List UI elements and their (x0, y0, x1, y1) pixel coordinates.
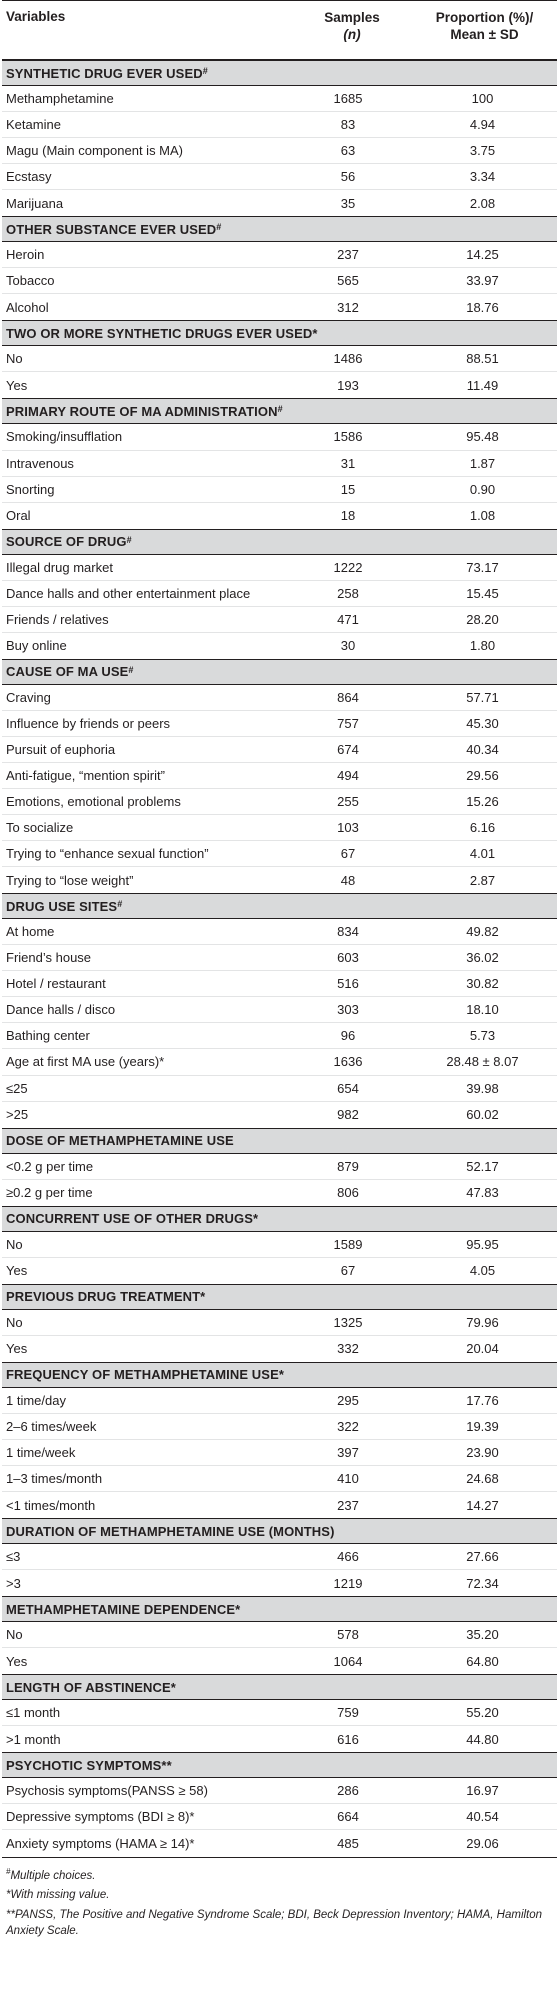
footnote-text: *With missing value. (6, 1889, 110, 1902)
header-samples-line1: Samples (324, 10, 380, 25)
row-proportion: 11.49 (466, 377, 499, 393)
table-row (2, 1258, 557, 1284)
row-samples: 1219 (333, 1575, 363, 1591)
row-proportion: 20.04 (466, 1341, 499, 1357)
section-rows (2, 685, 557, 893)
row-label: At home (6, 924, 55, 940)
table-row (2, 1102, 557, 1128)
row-label: Methamphetamine (6, 91, 114, 107)
row-label: No (6, 351, 23, 367)
row-label: Snorting (6, 481, 55, 497)
row-samples: 1685 (333, 91, 363, 107)
row-samples: 31 (340, 455, 356, 471)
row-label: Buy online (6, 638, 67, 654)
table-row (2, 372, 557, 398)
row-label: Friend’s house (6, 950, 92, 966)
row-label: Intravenous (6, 455, 74, 471)
row-label: ≤1 month (6, 1705, 61, 1721)
section-title: TWO OR MORE SYNTHETIC DRUGS EVER USED* (6, 325, 318, 341)
section-rows (2, 1622, 557, 1674)
table-row (2, 1544, 557, 1570)
table-row (2, 789, 557, 815)
row-proportion: 95.95 (466, 1236, 499, 1252)
table-row (2, 1023, 557, 1049)
row-label: Pursuit of euphoria (6, 741, 116, 757)
row-proportion: 45.30 (466, 715, 499, 731)
row-samples: 312 (337, 299, 359, 315)
row-proportion: 0.90 (469, 481, 496, 497)
row-samples: 1589 (333, 1236, 363, 1252)
table-row (2, 1830, 557, 1856)
row-label: Heroin (6, 247, 45, 263)
table-row (2, 1778, 557, 1804)
table-footnotes (0, 1858, 559, 1939)
section-title: PREVIOUS DRUG TREATMENT* (6, 1289, 206, 1305)
row-label: No (6, 1627, 23, 1643)
section-rows (2, 242, 557, 320)
row-proportion: 4.05 (469, 1263, 496, 1279)
section-header (2, 893, 557, 919)
row-samples: 67 (340, 1263, 356, 1279)
row-proportion: 15.26 (466, 794, 499, 810)
row-samples: 879 (337, 1158, 359, 1174)
row-proportion: 23.90 (466, 1444, 499, 1460)
row-samples: 616 (337, 1731, 359, 1747)
table-row (2, 1570, 557, 1596)
row-samples: 103 (337, 820, 359, 836)
footnote-text: Multiple choices. (10, 1869, 96, 1882)
section-footnote-mark: # (216, 222, 222, 233)
section-title: DRUG USE SITES (6, 898, 118, 914)
section-footnote-mark: # (277, 404, 283, 415)
row-samples: 516 (337, 976, 359, 992)
row-samples: 1586 (333, 429, 363, 445)
row-label: 1 time/day (6, 1392, 66, 1408)
row-proportion: 28.48 ± 8.07 (446, 1054, 519, 1070)
table-row (2, 1440, 557, 1466)
row-proportion: 29.06 (466, 1836, 499, 1851)
section-rows (2, 86, 557, 216)
table-row (2, 112, 557, 138)
row-samples: 303 (337, 1002, 359, 1018)
row-proportion: 4.94 (469, 117, 496, 133)
row-proportion: 57.71 (466, 689, 499, 705)
section-rows (2, 1388, 557, 1518)
row-proportion: 40.34 (466, 741, 499, 757)
row-proportion: 24.68 (466, 1471, 499, 1487)
section-title: PSYCHOTIC SYMPTOMS** (6, 1757, 172, 1773)
row-label: Dance halls / disco (6, 1002, 116, 1018)
row-label: Trying to “lose weight” (6, 872, 134, 888)
row-label: <1 times/month (6, 1497, 96, 1513)
section-footnote-mark: # (202, 66, 208, 76)
section-title: SOURCE OF DRUG (6, 534, 127, 550)
row-samples: 67 (340, 846, 356, 862)
table-row (2, 242, 557, 268)
footnote (6, 1883, 553, 1903)
row-samples: 664 (337, 1809, 359, 1825)
row-proportion: 1.80 (469, 638, 496, 654)
section-rows (2, 424, 557, 528)
row-samples: 471 (337, 611, 359, 627)
row-label: Psychosis symptoms(PANSS ≥ 58) (6, 1783, 208, 1799)
section-header (2, 1752, 557, 1778)
table-row (2, 1622, 557, 1648)
row-label: Friends / relatives (6, 611, 109, 627)
row-proportion: 18.76 (466, 299, 499, 315)
row-label: >1 month (6, 1731, 61, 1747)
table-row (2, 294, 557, 320)
section-header (2, 1518, 557, 1544)
section-title: DURATION OF METHAMPHETAMINE USE (MONTHS) (6, 1523, 335, 1539)
row-label: Anxiety symptoms (HAMA ≥ 14)* (6, 1836, 195, 1851)
section-title: FREQUENCY OF METHAMPHETAMINE USE* (6, 1367, 285, 1383)
row-label: Yes (6, 1263, 28, 1279)
row-samples: 864 (337, 689, 359, 705)
section-title: OTHER SUBSTANCE EVER USED (6, 221, 217, 237)
row-label: Smoking/insufflation (6, 429, 123, 445)
row-proportion: 16.97 (466, 1783, 499, 1799)
row-proportion: 3.34 (469, 169, 496, 185)
row-label: ≥0.2 g per time (6, 1185, 93, 1201)
table-row (2, 1310, 557, 1336)
row-proportion: 19.39 (466, 1418, 499, 1434)
table-row (2, 190, 557, 216)
section-title: LENGTH OF ABSTINENCE* (6, 1679, 176, 1695)
row-proportion: 79.96 (466, 1314, 499, 1330)
section-header (2, 1128, 557, 1154)
row-proportion: 17.76 (466, 1392, 499, 1408)
row-samples: 83 (340, 117, 356, 133)
section-header (2, 1362, 557, 1388)
row-samples: 30 (340, 638, 356, 654)
row-label: Magu (Main component is MA) (6, 143, 184, 159)
row-label: Craving (6, 689, 51, 705)
row-proportion: 100 (471, 91, 494, 107)
section-rows (2, 919, 557, 1127)
row-proportion: 3.75 (469, 143, 496, 159)
row-label: No (6, 1314, 23, 1330)
row-label: Anti-fatigue, “mention spirit” (6, 768, 165, 783)
row-proportion: 2.87 (469, 872, 496, 888)
row-proportion: 14.25 (466, 247, 499, 263)
row-label: >3 (6, 1575, 21, 1591)
row-label: Influence by friends or peers (6, 715, 171, 731)
row-samples: 674 (337, 741, 359, 757)
row-label: Marijuana (6, 195, 64, 211)
table-row (2, 1414, 557, 1440)
row-samples: 1325 (333, 1314, 363, 1330)
row-samples: 1486 (333, 351, 363, 367)
row-label: Ecstasy (6, 169, 52, 185)
row-proportion: 33.97 (466, 273, 499, 289)
row-samples: 193 (337, 377, 359, 393)
header-samples (292, 3, 412, 59)
section-header (2, 659, 557, 685)
row-proportion: 5.73 (469, 1028, 496, 1044)
table-row (2, 1336, 557, 1362)
row-samples: 18 (340, 508, 356, 524)
row-label: 2–6 times/week (6, 1418, 97, 1434)
table-row (2, 815, 557, 841)
row-samples: 237 (337, 1497, 359, 1513)
row-proportion: 6.16 (469, 820, 496, 836)
row-samples: 258 (337, 585, 359, 601)
table-row (2, 1154, 557, 1180)
row-samples: 96 (340, 1028, 356, 1044)
row-label: Depressive symptoms (BDI ≥ 8)* (6, 1809, 195, 1825)
row-proportion: 15.45 (466, 585, 499, 601)
row-label: Trying to “enhance sexual function” (6, 846, 209, 862)
row-proportion: 64.80 (466, 1653, 499, 1669)
table-row (2, 971, 557, 997)
table-row (2, 555, 557, 581)
row-label: To socialize (6, 820, 74, 836)
table-row (2, 164, 557, 190)
section-header (2, 1284, 557, 1310)
table-row (2, 1388, 557, 1414)
section-header (2, 1206, 557, 1232)
table-row (2, 763, 557, 789)
section-footnote-mark: # (126, 534, 132, 545)
row-label: Bathing center (6, 1028, 90, 1044)
table-row (2, 346, 557, 372)
table-row (2, 607, 557, 633)
row-proportion: 18.10 (466, 1002, 499, 1018)
section-header (2, 60, 557, 86)
row-label: Dance halls and other entertainment place (6, 585, 251, 601)
section-header (2, 398, 557, 424)
row-proportion: 1.87 (469, 455, 496, 471)
section-rows (2, 555, 557, 659)
table-row (2, 268, 557, 294)
table-row (2, 581, 557, 607)
row-proportion: 60.02 (466, 1107, 499, 1123)
header-proportion-line1: Proportion (%)/ (435, 10, 534, 25)
row-samples: 1636 (333, 1054, 363, 1070)
row-label: No (6, 1236, 23, 1252)
row-samples: 15 (340, 481, 356, 497)
row-samples: 759 (337, 1705, 359, 1721)
table-row (2, 997, 557, 1023)
table-row (2, 1076, 557, 1102)
row-samples: 982 (337, 1107, 359, 1123)
row-label: Yes (6, 1341, 28, 1357)
row-proportion: 28.20 (466, 611, 499, 627)
row-samples: 806 (337, 1185, 359, 1201)
section-rows (2, 1778, 557, 1856)
row-proportion: 73.17 (466, 559, 499, 575)
section-rows (2, 1310, 557, 1362)
table-row (2, 503, 557, 529)
header-variables: Variables (6, 9, 66, 24)
row-samples: 578 (337, 1627, 359, 1643)
row-samples: 654 (337, 1080, 359, 1096)
row-label: 1–3 times/month (6, 1471, 103, 1487)
row-proportion: 29.56 (466, 768, 499, 783)
row-label: Ketamine (6, 117, 61, 133)
table-row (2, 1049, 557, 1075)
row-proportion: 47.83 (466, 1185, 499, 1201)
section-title: SYNTHETIC DRUG EVER USED (6, 65, 203, 81)
row-samples: 295 (337, 1392, 359, 1408)
section-rows (2, 1154, 557, 1206)
row-samples: 757 (337, 715, 359, 731)
row-samples: 410 (337, 1471, 359, 1487)
header-proportion (412, 3, 557, 59)
row-proportion: 95.48 (466, 429, 499, 445)
row-label: Alcohol (6, 299, 49, 315)
row-samples: 834 (337, 924, 359, 940)
section-title: PRIMARY ROUTE OF MA ADMINISTRATION (6, 403, 278, 419)
section-header (2, 1596, 557, 1622)
row-samples: 48 (340, 872, 356, 888)
table-row (2, 633, 557, 659)
footnote-mark: # (6, 1866, 11, 1876)
row-samples: 56 (340, 169, 356, 185)
section-rows (2, 1700, 557, 1752)
footnote (6, 1864, 553, 1884)
row-samples: 485 (337, 1836, 359, 1851)
section-header (2, 320, 557, 346)
table-row (2, 1492, 557, 1518)
row-proportion: 36.02 (466, 950, 499, 966)
table-row (2, 919, 557, 945)
table-row (2, 424, 557, 450)
row-label: ≤25 (6, 1080, 28, 1096)
section-header (2, 216, 557, 242)
row-samples: 1222 (333, 559, 363, 575)
row-samples: 332 (337, 1341, 359, 1357)
section-title: CONCURRENT USE OF OTHER DRUGS* (6, 1211, 259, 1227)
row-samples: 1064 (333, 1653, 363, 1669)
table-row (2, 1232, 557, 1258)
row-proportion: 39.98 (466, 1080, 499, 1096)
row-proportion: 4.01 (469, 846, 496, 862)
row-label: Tobacco (6, 273, 55, 289)
row-samples: 322 (337, 1418, 359, 1434)
table-header (2, 0, 557, 60)
table-row (2, 1180, 557, 1206)
row-label: <0.2 g per time (6, 1158, 94, 1174)
section-title: DOSE OF METHAMPHETAMINE USE (6, 1133, 234, 1149)
row-proportion: 35.20 (466, 1627, 499, 1643)
row-samples: 565 (337, 273, 359, 289)
row-proportion: 44.80 (466, 1731, 499, 1747)
table-body (2, 60, 557, 1857)
row-label: Emotions, emotional problems (6, 794, 181, 810)
row-samples: 255 (337, 794, 359, 810)
table-row (2, 1726, 557, 1752)
row-samples: 63 (340, 143, 356, 159)
row-samples: 286 (337, 1783, 359, 1799)
table-row (2, 477, 557, 503)
section-rows (2, 346, 557, 398)
row-proportion: 49.82 (466, 924, 499, 940)
section-title: METHAMPHETAMINE DEPENDENCE* (6, 1601, 241, 1617)
row-proportion: 40.54 (466, 1809, 499, 1825)
row-label: Hotel / restaurant (6, 976, 106, 992)
section-footnote-mark: # (128, 664, 134, 675)
table-row (2, 945, 557, 971)
row-label: ≤3 (6, 1549, 21, 1565)
row-samples: 237 (337, 247, 359, 263)
row-samples: 494 (337, 768, 359, 783)
footnote-text: **PANSS, The Positive and Negative Syndrome Scale; BDI, Beck Depression Inventory; HAMA, Hamilton Anxiety Scale. (6, 1909, 543, 1938)
row-proportion: 2.08 (469, 195, 496, 211)
row-label: Illegal drug market (6, 559, 113, 575)
row-samples: 397 (337, 1444, 359, 1460)
row-label: 1 time/week (6, 1444, 76, 1460)
row-proportion: 27.66 (466, 1549, 499, 1565)
table-row (2, 451, 557, 477)
row-label: Yes (6, 1653, 28, 1669)
row-proportion: 88.51 (466, 351, 499, 367)
table-row (2, 1648, 557, 1674)
footnote (6, 1903, 553, 1939)
row-samples: 603 (337, 950, 359, 966)
row-proportion: 1.08 (469, 508, 496, 524)
section-rows (2, 1232, 557, 1284)
section-rows (2, 1544, 557, 1596)
row-proportion: 72.34 (466, 1575, 499, 1591)
table-row (2, 1700, 557, 1726)
header-samples-line2 (292, 26, 412, 43)
table-row (2, 867, 557, 893)
table-row (2, 711, 557, 737)
table-row (2, 1466, 557, 1492)
row-proportion: 55.20 (466, 1705, 499, 1721)
table-row (2, 86, 557, 112)
table-row (2, 138, 557, 164)
row-label: Age at first MA use (years)* (6, 1054, 165, 1070)
table-row (2, 841, 557, 867)
row-samples: 466 (337, 1549, 359, 1565)
row-samples: 35 (340, 195, 356, 211)
row-proportion: 14.27 (466, 1497, 499, 1513)
section-footnote-mark: # (117, 899, 123, 910)
row-label: Oral (6, 508, 31, 524)
table-row (2, 1804, 557, 1830)
header-proportion-line2: Mean ± SD (450, 27, 519, 42)
section-title: CAUSE OF MA USE (6, 664, 129, 680)
section-header (2, 529, 557, 555)
row-label: >25 (6, 1107, 29, 1123)
section-header (2, 1674, 557, 1700)
row-label: Yes (6, 377, 28, 393)
table-row (2, 737, 557, 763)
row-proportion: 30.82 (466, 976, 499, 992)
row-proportion: 52.17 (466, 1158, 499, 1174)
table-row (2, 685, 557, 711)
header-samples-n: (n) (343, 27, 361, 42)
